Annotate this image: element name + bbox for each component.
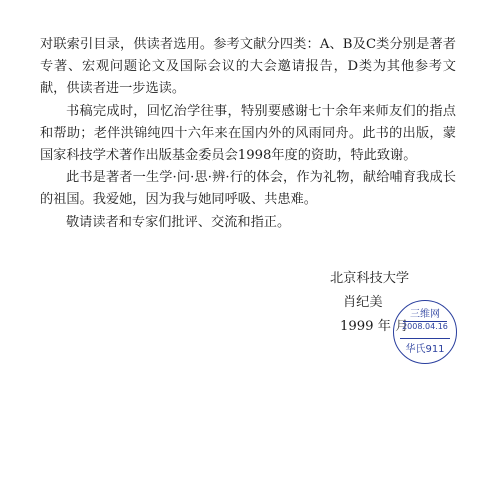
- signature-institution: 北京科技大学: [330, 271, 410, 286]
- paragraph-invitation: 敬请读者和专家们批评、交流和指正。: [66, 214, 291, 230]
- ownership-stamp: [393, 300, 457, 364]
- signature-author: 肖纪美: [343, 295, 383, 310]
- stamp-owner: 华氏911: [400, 338, 450, 355]
- paragraph-dedication: 此书是著者一生学·问·思·辨·行的体会，作为礼物，献给哺育我成长的祖国。我爱她，因为我与她同呼吸、共患难。: [40, 170, 456, 208]
- stamp-date: 2008.04.16: [402, 322, 448, 331]
- paragraph-acknowledgements: 书稿完成时，回忆治学往事，特别要感谢七十余年来师友们的指点和帮助；老伴洪锦纯四十六年来在国内外的风雨同舟。此书的出版，蒙国家科技学术著作出版基金委员会1998年度的资助，特此致谢。: [40, 103, 456, 164]
- preface-body: [40, 34, 456, 234]
- stamp-site-name: 三维网: [403, 305, 447, 322]
- paragraph-references: 对联索引目录，供读者选用。参考文献分四类：A、B及C类分别是著者专著、宏观问题论文及国际会议的大会邀请报告，D类为其他参考文献，供读者进一步选读。: [40, 37, 456, 97]
- signature-date: 1999 年 月: [340, 319, 409, 334]
